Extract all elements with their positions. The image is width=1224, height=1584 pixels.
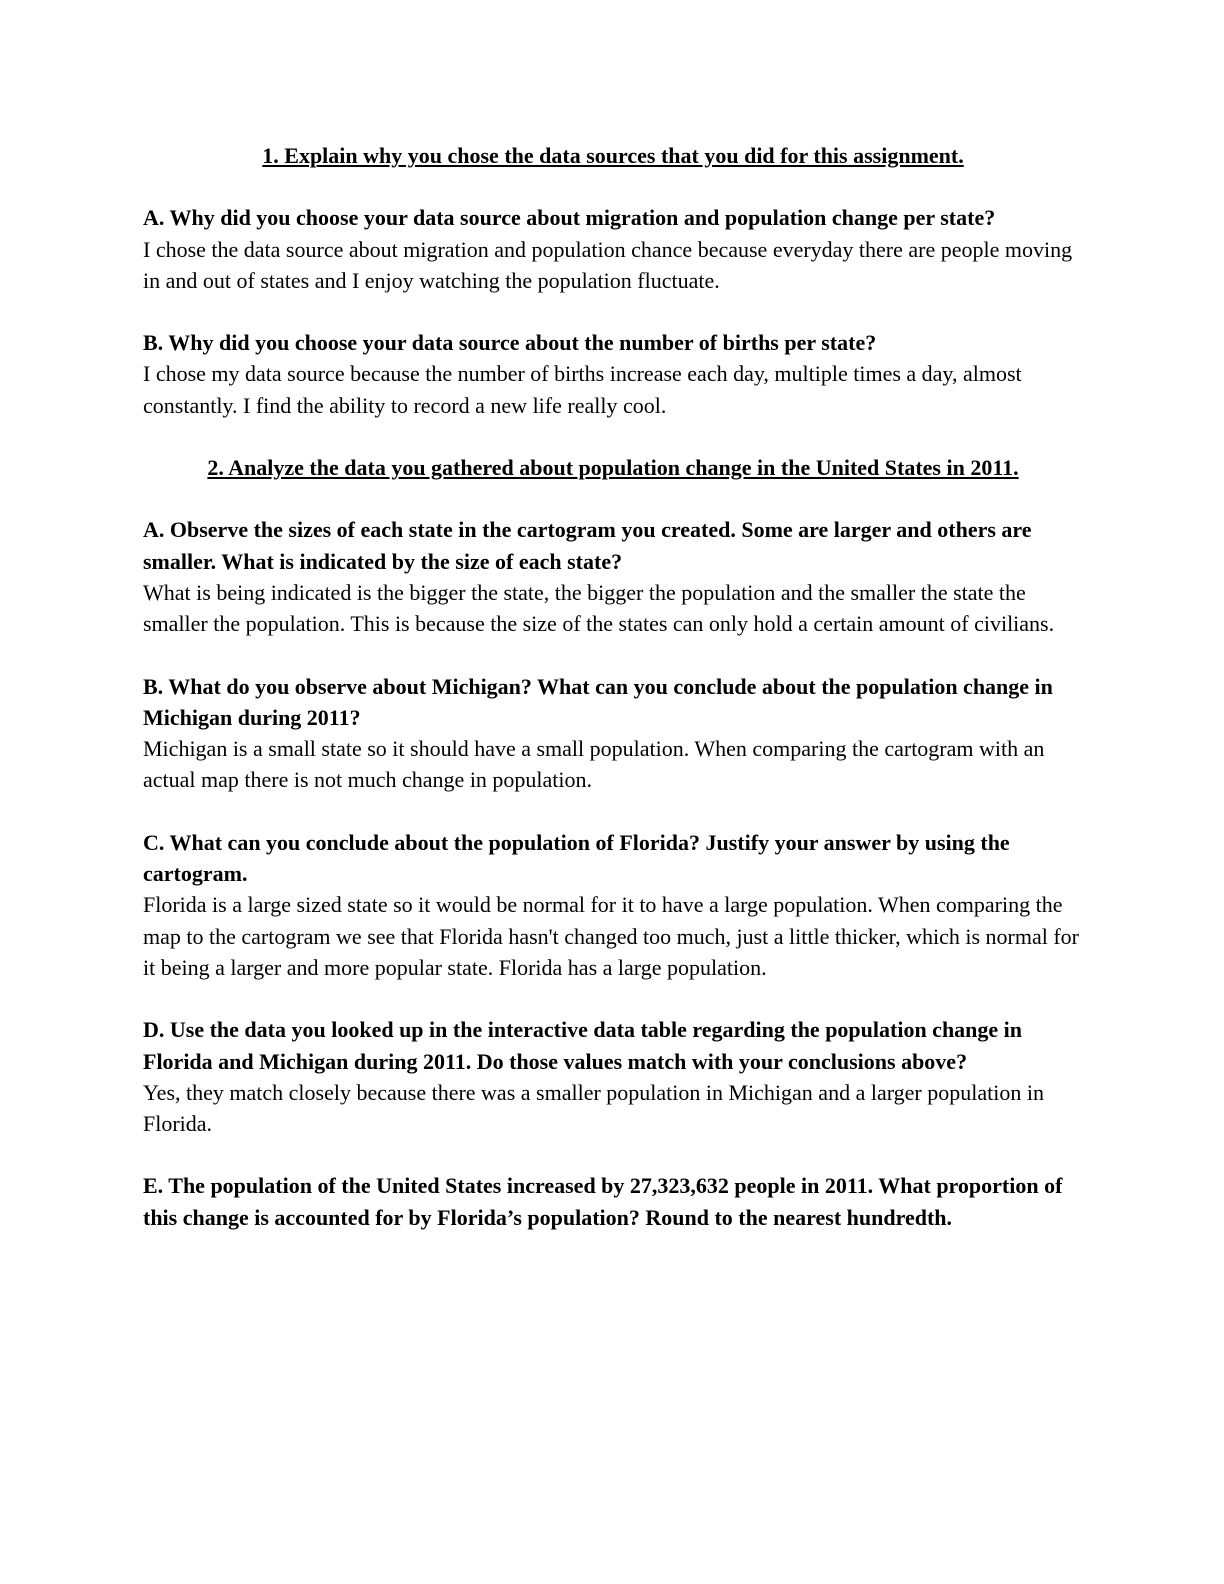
- question-text: B. Why did you choose your data source about the number of births per state?: [143, 330, 877, 356]
- question-block: [143, 202, 1083, 296]
- answer-text: Florida is a large sized state so it would be normal for it to have a large population. When comparing the map to the cartogram we see that Florida hasn't changed too much, just a little thicker, which is normal for it being a larger and more popular state. Florida has a large population.: [143, 892, 1079, 980]
- answer-text: I chose my data source because the number of births increase each day, multiple times a day, almost constantly. I find the ability to record a new life really cool.: [143, 361, 1022, 418]
- question-block: [143, 1170, 1083, 1233]
- question-text: B. What do you observe about Michigan? What can you conclude about the population change in Michigan during 2011?: [143, 673, 1053, 730]
- answer-text: I chose the data source about migration and population chance because everyday there are people moving in and out of states and I enjoy watching the population fluctuate.: [143, 236, 1073, 293]
- answer-text: What is being indicated is the bigger the state, the bigger the population and the smaller the state the smaller the population. This is because the size of the states can only hold a certain amount of civilians.: [143, 579, 1055, 637]
- section-1: [143, 140, 1083, 421]
- section-2: [143, 452, 1083, 1233]
- question-text: A. Observe the sizes of each state in the cartogram you created. Some are larger and others are smaller. What is indicated by the size of each state?: [143, 517, 1032, 574]
- question-block: [143, 514, 1083, 639]
- document-page: [143, 140, 1083, 1264]
- question-text: D. Use the data you looked up in the interactive data table regarding the population change in Florida and Michigan during 2011. Do those values match with your conclusions above?: [143, 1017, 1023, 1074]
- question-block: [143, 1014, 1083, 1139]
- question-block: [143, 827, 1083, 983]
- question-block: [143, 671, 1083, 796]
- question-text: E. The population of the United States increased by 27,323,632 people in 2011. What proportion of this change is accounted for by Florida’s population? Round to the nearest hundredth.: [143, 1173, 1063, 1230]
- question-text: A. Why did you choose your data source about migration and population change per state?: [143, 205, 996, 231]
- section-heading: 2. Analyze the data you gathered about population change in the United States in 2011.: [207, 455, 1019, 481]
- answer-text: Michigan is a small state so it should have a small population. When comparing the cartogram with an actual map there is not much change in population.: [143, 736, 1045, 793]
- answer-text: Yes, they match closely because there was a smaller population in Michigan and a larger population in Florida.: [143, 1079, 1044, 1137]
- question-block: [143, 327, 1083, 421]
- section-heading: 1. Explain why you chose the data sources that you did for this assignment.: [262, 143, 964, 168]
- question-text: C. What can you conclude about the population of Florida? Justify your answer by using the cartogram.: [143, 829, 1010, 887]
